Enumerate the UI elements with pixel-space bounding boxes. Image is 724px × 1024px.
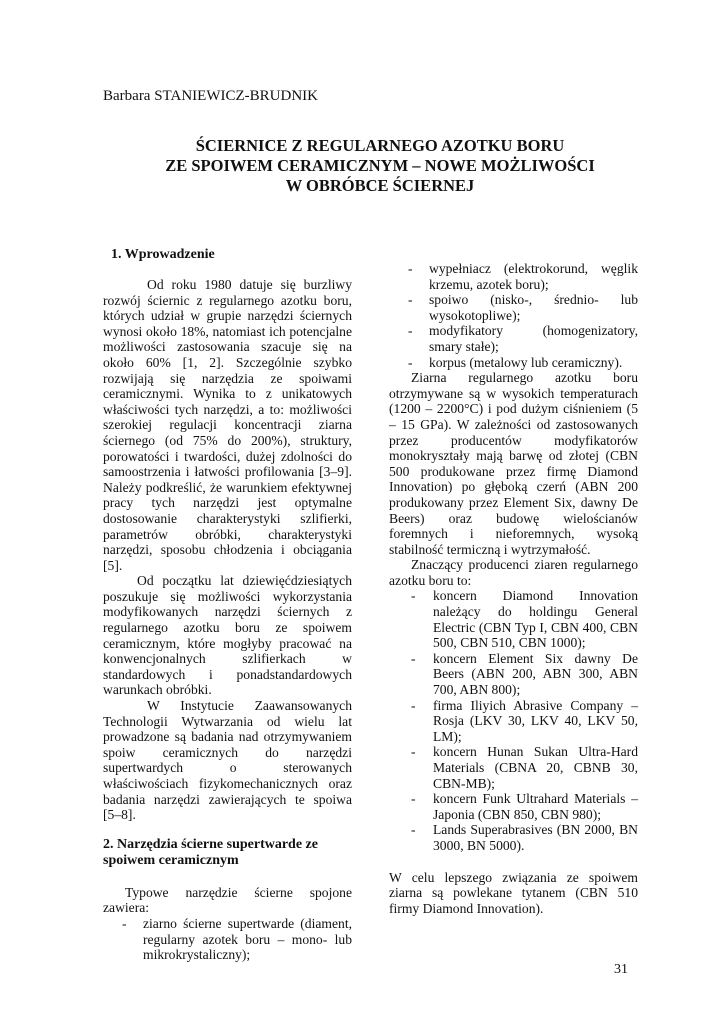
title-line: ŚCIERNICE Z REGULARNEGO AZOTKU BORU <box>195 136 565 155</box>
title-line: ZE SPOIWEM CERAMICZNYM – NOWE MOŻLIWOŚCI <box>165 156 595 175</box>
list-item: - ziarno ścierne supertwarde (diament, regularny azotek boru – mono- lub mikrokrystaliczny); <box>122 915 352 963</box>
paragraph: Typowe narzędzie ścierne spojone zawiera: <box>103 884 352 916</box>
list-dash: - <box>122 915 127 931</box>
list-item: - koncern Diamond Innovation należący do holdingu General Electric (CBN Typ I, CBN 400, CBN 500, CBN 510, CBN 1000); <box>411 588 638 651</box>
list-item: - koncern Element Six dawny De Beers (ABN 200, ABN 300, ABN 700, ABN 800); <box>411 650 638 698</box>
list-item: - Lands Superabrasives (BN 2000, BN 3000, BN 5000). <box>411 822 638 853</box>
paragraph: W Instytucie Zaawansowanych Technologii Wytwarzania od wielu lat prowadzone są badania nad otrzymywaniem spoiw ceramicznych do narzędzi supertwardych o sterowanych właściwościach fizykomechanicznych oraz badania narzędzi zawierających te spoiwa [5–8]. <box>103 698 352 823</box>
paragraph: Od roku 1980 datuje się burzliwy rozwój ściernic z regularnego azotku boru, których udział w grupie narzędzi ściernych wynosi około 18%, natomiast ich potencjalne możliwości zastosowania szacuje się na około 60% [1, 2]. Szczególnie szybko rozwijają się narzędzia ze spoiwami ceramicznymi. Wynika to z unikatowych właściwości tych narzędzi, a to: możliwości szerokiej regulacji koncentracji ziarna ściernego (od 75% do 200%), struktury, porowatości i twardości, dużej zdolności do samoostrzenia i łatwości profilowania [3–9]. Należy podkreślić, że warunkiem efektywnej pracy tych narzędzi jest optymalne dostosowanie charakterystyki szlifierki, parametrów obróbki, charakterystyki narzędzi, sposobu chłodzenia i obciągania [5]. <box>103 277 352 573</box>
article-title <box>120 136 640 196</box>
page-number: 31 <box>614 962 628 977</box>
paragraph: W celu lepszego związania ze spoiwem ziarna są powlekane tytanem (CBN 510 firmy Diamond Innovation). <box>389 869 638 916</box>
title-line: W OBRÓBCE ŚCIERNEJ <box>285 176 475 195</box>
list-item: - koncern Funk Ultrahard Materials – Japonia (CBN 850, CBN 980); <box>411 791 638 822</box>
right-column <box>389 261 638 916</box>
left-column <box>103 247 352 963</box>
list-item: - spoiwo (nisko-, średnio- lub wysokotopliwe); <box>408 292 638 323</box>
list-item: - koncern Hunan Sukan Ultra-Hard Materials (CBNA 20, CBNB 30, CBN-MB); <box>411 744 638 791</box>
section-heading-2: 2. Narzędzia ścierne supertwarde ze spoiwem ceramicznym <box>103 836 318 868</box>
list-item: - modyfikatory (homogenizatory, smary stałe); <box>408 323 638 354</box>
author: Barbara STANIEWICZ-BRUDNIK <box>103 88 318 104</box>
paragraph: Od początku lat dziewięćdziesiątych poszukuje się możliwości wykorzystania modyfikowanych narzędzi ściernych z regularnego azotku boru ze spoiwem ceramicznym, które mogłyby pracować na konwencjonalnych szlifierkach w standardowych i ponadstandardowych warunkach obróbki. <box>103 573 352 698</box>
list-item: - firma Iliyich Abrasive Company – Rosja (LKV 30, LKV 40, LKV 50, LM); <box>411 697 638 744</box>
list-item: - korpus (metalowy lub ceramiczny). <box>408 354 623 370</box>
paragraph: Ziarna regularnego azotku boru otrzymywane są w wysokich temperaturach (1200 – 2200°C) i pod dużym ciśnieniem (5 – 15 GPa). W zależności od zastosowanych przez producentów modyfikatorów monokryształy mają barwę od złotej (CBN 500 produkowane przez firmę Diamond Innovation) po głęboką czerń (ABN 200 produkowany przez Element Six, dawny De Beers) oraz budowę wielościanów foremnych i nieforemnych, wysoką stabilność termiczną i wytrzymałość. <box>389 370 638 557</box>
paragraph: Znaczący producenci ziaren regularnego azotku boru to: <box>389 557 638 588</box>
section-heading-1: 1. Wprowadzenie <box>111 247 215 262</box>
list-item: - wypełniacz (elektrokorund, węglik krzemu, azotek boru); <box>408 261 638 292</box>
